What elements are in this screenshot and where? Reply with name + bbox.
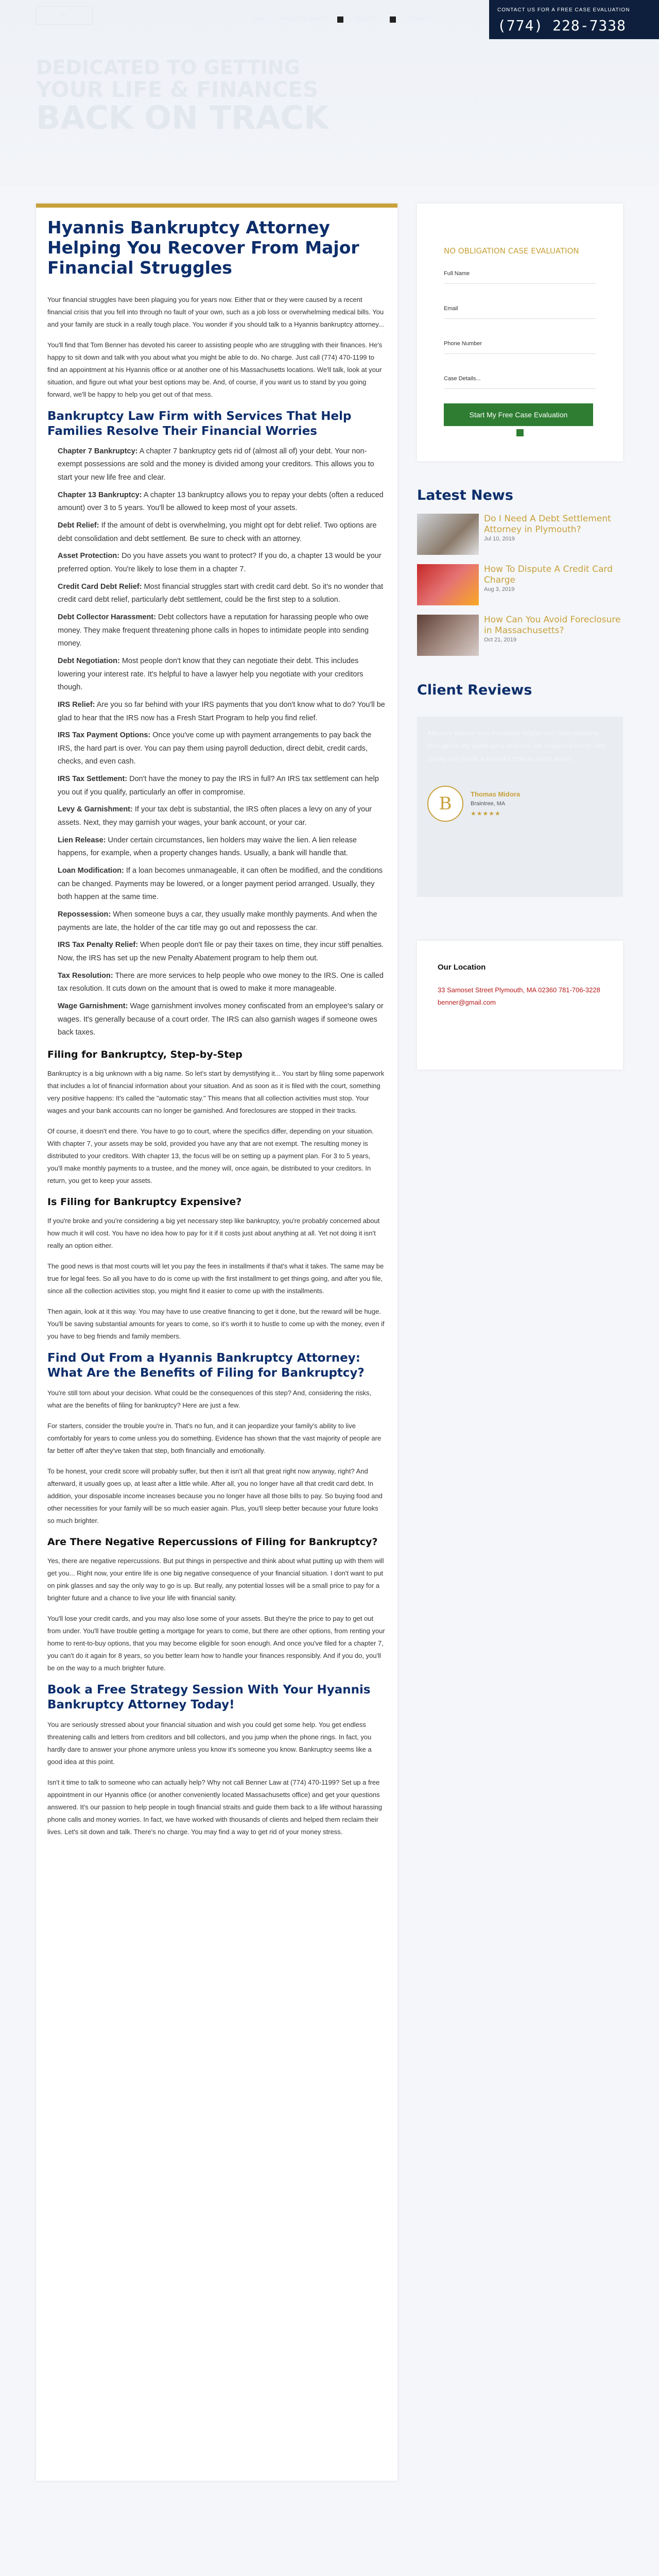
service-term: Tax Resolution: — [58, 971, 113, 980]
service-description: Are you so far behind with your IRS payments that you don't know what to do? You'll be glad to hear that the IRS now has a Fresh Start Program to help you find relief. — [58, 700, 385, 722]
reviewer — [427, 786, 613, 822]
expensive-heading: Is Filing for Bankruptcy Expensive? — [47, 1196, 242, 1208]
cta-label: CONTACT US FOR A FREE CASE EVALUATION — [497, 7, 630, 13]
service-item — [58, 655, 386, 694]
news-title[interactable]: How Can You Avoid Foreclosure in Massachusetts? — [484, 615, 621, 636]
hero-line-2: YOUR LIFE & FINANCES — [36, 76, 319, 102]
main-article — [36, 204, 397, 2481]
page-title: Hyannis Bankruptcy Attorney Helping You Recover From Major Financial Struggles — [47, 217, 359, 278]
service-item — [58, 803, 386, 829]
news-date: Oct 21, 2019 — [484, 636, 516, 643]
service-item — [58, 939, 386, 965]
service-item — [58, 729, 386, 769]
review-card — [417, 717, 623, 897]
service-term: Chapter 7 Bankruptcy: — [58, 447, 138, 455]
service-term: Debt Negotiation: — [58, 656, 120, 665]
service-description: Under certain circumstances, lien holders may waive the lien. A lien release happens, for example, when a property changes hands. Usually, a bank will handle that. — [58, 836, 357, 858]
top-bar — [0, 0, 659, 41]
service-item — [58, 550, 386, 576]
service-term: Credit Card Debt Relief: — [58, 582, 142, 591]
nav-item-results[interactable]: RESULTS — [355, 16, 378, 22]
logo[interactable]: B — [36, 6, 93, 25]
service-description: If your tax debt is substantial, the IRS often places a levy on any of your assets. Next, they may garnish your wages, your bank account, or your car. — [58, 805, 372, 827]
book-paragraph-1: You are seriously stressed about your financial situation and wish you could get some help. You get endless threatening calls and letters from creditors and bill collectors, and you jump when the phone rings. In fact, you hardly dare to answer your phone anymore unless you know it's someone you know. Bankruptcy seems like a good idea at this point. — [47, 1720, 372, 1766]
hero-line-3: BACK ON TRACK — [36, 98, 329, 137]
intro-paragraph-2: You'll find that Tom Benner has devoted his career to assisting people who are struggling with their finances. He's happy to sit down and talk with you about what you might be able to do. No charge. Just call (774) 470-1199 to find an appointment at his Hyannis office or at another one of his Massachusetts locations. We'll talk, look at your situation, and figure out what your best options may be. And, of course, if you want us to stand by you going forward, we'll be happy to help you get out of that mess. — [47, 341, 383, 399]
service-description: When people don't file or pay their taxes on time, they incur stiff penalties. Now, the IRS has set up the new Penalty Abatement program to help them out. — [58, 941, 384, 962]
service-description: When someone buys a car, they usually make monthly payments. And when the payments are late, the holder of the car title may go out and repossess the car. — [58, 910, 377, 932]
service-term: Debt Relief: — [58, 521, 99, 530]
service-description: If a loan becomes unmanageable, it can often be modified, and the conditions can be changed. Payments may be lowered, or a longer payment period arranged. Usually, they both happen at the same time. — [58, 867, 383, 902]
benefits-heading: Find Out From a Hyannis Bankruptcy Attorney: What Are the Benefits of Filing for Bankruptcy? — [47, 1351, 365, 1380]
star-rating-icon: ★★★★★ — [471, 810, 501, 818]
service-item — [58, 908, 386, 935]
service-term: Levy & Garnishment: — [58, 805, 133, 814]
service-description: Do you have assets you want to protect? If you do, a chapter 13 would be your preferred option. You're likely to lose them in a chapter 7. — [58, 552, 381, 573]
submit-button[interactable]: Start My Free Case Evaluation — [444, 403, 593, 426]
service-description: Don't have the money to pay the IRS in full? An IRS tax settlement can help you out if you qualify, particularly an offer in compromise. — [58, 775, 379, 796]
benefits-paragraph-1: You're still torn about your decision. What could be the consequences of this step? And, considering the risks, what are the benefits of filing for bankruptcy? Here are just a few. — [47, 1388, 372, 1409]
service-description: Most financial struggles start with credit card debt. So it's no wonder that credit card debt relief, particularly debt settlement, could be the first step to a solution. — [58, 582, 384, 604]
service-term: Repossession: — [58, 910, 111, 919]
expensive-paragraph-1: If you're broke and you're considering a big yet necessary step like bankruptcy, you're probably concerned about how much it will cost. You have no idea how to pay for it if it costs just about anything at all. Yet not doing it isn't really an option either. — [47, 1216, 380, 1249]
service-item — [58, 581, 386, 607]
content-wrap — [0, 185, 659, 2545]
steps-heading: Filing for Bankruptcy, Step-by-Step — [47, 1048, 242, 1060]
location-address-link[interactable]: 33 Samoset Street Plymouth, MA 02360 781-706-3228 benner@gmail.com — [438, 986, 600, 1006]
service-term: Lien Release: — [58, 836, 106, 844]
service-term: Debt Collector Harassment: — [58, 613, 156, 621]
phone-number[interactable]: (774) 228-7338 — [497, 17, 627, 34]
negative-paragraph-1: Yes, there are negative repercussions. But put things in perspective and think about what putting up with them will get you... Right now, your entire life is one big negative consequence of your financial situation. I don't want to put on pink glasses and say the only way to go is up. But really, any potential losses will be a small price to pay for a brighter future and a chance to live your life with financial sanity. — [47, 1557, 384, 1602]
steps-paragraph-1: Bankruptcy is a big unknown with a big name. So let's start by demystifying it... You start by filing some paperwork that includes a lot of financial information about your situation. And as soon as it is filed with the court, something very positive happens: It's called the "automatic stay." This means that all collection activities must stop. Your wages and your bank accounts can no longer be garnished. And foreclosures are stopped in their tracks. — [47, 1069, 385, 1114]
recaptcha-icon[interactable] — [516, 429, 524, 436]
service-term: IRS Tax Settlement: — [58, 775, 128, 784]
expensive-paragraph-2: The good news is that most courts will let you pay the fees in installments if that's what it takes. The same may be true for legal fees. So all you have to do is come up with the first installment to get things going, and after you file, since all the collection activities stop, you might find it easier to come up with the installments. — [47, 1262, 384, 1295]
form-heading: NO OBLIGATION CASE EVALUATION — [444, 246, 579, 256]
service-description: A chapter 7 bankruptcy gets rid of (almost all of) your debt. Your non-exempt possessions are sold and the money is divided among your creditors. This allows you to start your new life free and clear. — [58, 447, 374, 482]
service-term: IRS Tax Penalty Relief: — [58, 941, 138, 950]
main-nav — [252, 15, 431, 24]
news-heading: Latest News — [417, 487, 513, 503]
service-description: There are more services to help people who owe money to the IRS. One is called tax resolution. It cuts down on the amount that is owed to make it more manageable. — [58, 971, 384, 993]
phone-field[interactable]: Phone Number — [444, 336, 596, 354]
service-description: If the amount of debt is overwhelming, you might opt for debt relief. Two options are debt consolidation and debt settlement. Be sure to check with an attorney. — [58, 521, 377, 543]
hero — [0, 0, 659, 185]
reviewer-location: Braintree, MA — [471, 801, 506, 807]
service-description: Once you've come up with payment arrangements to pay back the IRS, the hard part is over. You can pay them using payroll deduction, direct debit, credit cards, checks, and even cash. — [58, 731, 372, 766]
news-date: Jul 10, 2019 — [484, 535, 515, 542]
news-thumbnail[interactable] — [417, 615, 479, 656]
benefits-paragraph-2: For starters, consider the trouble you're in. That's no fun, and it can jeopardize your family's ability to live comfortably for years to come unless you do something. Evidence has shown that the vast majority of people are far better off after they've taken that step, both financially and emotionally. — [47, 1421, 381, 1454]
nav-item-about[interactable]: ABOUT — [252, 16, 270, 22]
full-name-field[interactable]: Full Name — [444, 266, 596, 284]
offices-section — [0, 2545, 659, 2576]
reviews-heading: Client Reviews — [417, 682, 532, 699]
steps-paragraph-2: Of course, it doesn't end there. You have to go to court, where the specifics differ, depending on your situation. With chapter 7, your assets may be sold, provided you have any that are not exempt. The resulting money is distributed to your creditors. With chapter 13, the focus will be on setting up a payment plan. For 3 to 5 years, you'll make monthly payments to a trustee, and the money will, once again, be distributed to your creditors. In return, you get to keep your assets. — [47, 1127, 374, 1185]
reviewer-name: Thomas Midora — [471, 790, 521, 798]
news-thumbnail[interactable] — [417, 514, 479, 555]
service-item — [58, 773, 386, 799]
news-thumbnail[interactable] — [417, 564, 479, 605]
nav-item-contact[interactable]: CONTACT — [407, 16, 432, 22]
service-item — [58, 611, 386, 651]
news-date: Aug 3, 2019 — [484, 586, 515, 592]
service-description: Wage garnishment involves money confiscated from an employee's salary or wages. It's generally because of a court order. The IRS can also garnish wages if someone owes back taxes. — [58, 1002, 384, 1037]
avatar: B — [427, 786, 463, 822]
book-paragraph-2: Isn't it time to talk to someone who can actually help? Why not call Benner Law at (774) 470-1199? Set up a free appointment in our Hyannis office (or another conveniently located Massachusetts office) and get your questions answered. It's our passion to help people in tough financial straits and guide them back to a life without harassing phone calls and money worries. In fact, we have worked with thousands of clients and helped them reclaim their lives. Let's sit down and talk. There's no charge. You may find a way to get rid of your money stress. — [47, 1778, 382, 1836]
news-title[interactable]: Do I Need A Debt Settlement Attorney in Plymouth? — [484, 514, 611, 535]
case-details-field[interactable]: Case Details... — [444, 371, 596, 389]
service-item — [58, 489, 386, 515]
service-term: Loan Modification: — [58, 867, 124, 875]
expensive-paragraph-3: Then again, look at it this way. You may have to use creative financing to get it done, but the reward will be huge. You'll be saving substantial amounts for years to come, so it's worth it to hustle to come up with the money, even if you have to beg friends and family members. — [47, 1308, 385, 1341]
negative-heading: Are There Negative Repercussions of Filing for Bankruptcy? — [47, 1536, 378, 1548]
service-term: Chapter 13 Bankruptcy: — [58, 490, 142, 499]
negative-paragraph-2: You'll lose your credit cards, and you may also lose some of your assets. But they're the price to pay to get out from under. You'll have trouble getting a mortgage for years to come, but there are other options, from renting your home to rent-to-buy options, that you may become eligible for soon enough. And once you've filed for a chapter 7, you can't do it again for 8 years, so you better learn how to handle your finances responsibly. And if you do, you'll be on the way to a much brighter future. — [47, 1615, 385, 1672]
news-title[interactable]: How To Dispute A Credit Card Charge — [484, 564, 613, 585]
intro-paragraph-1: Your financial struggles have been plaguing you for years now. Either that or they were caused by a recent financial crisis that you fell into through no fault of your own, such as a job loss or overwhelming medical bills. You and your family are stuck in a really tough place. You wonder if you should talk to a Hyannis bankruptcy attorney... — [47, 295, 384, 328]
sidebar — [417, 204, 623, 1070]
news-item[interactable] — [417, 564, 623, 605]
hero-line-1: DEDICATED TO GETTING — [36, 56, 300, 79]
service-item — [58, 699, 386, 725]
benefits-paragraph-3: To be honest, your credit score will probably suffer, but then it isn't all that great right now anyway, right? And afterward, it usually goes up, at least after a little while. After all, you no longer have all that credit card debt. In addition, your disposable income increases because you no longer have all those bills to pay. So buying food and other necessities for your family will be so much easier again. Plus, you'll sleep better because your future looks so much brighter. — [47, 1467, 383, 1525]
service-term: IRS Relief: — [58, 700, 95, 709]
email-field[interactable]: Email — [444, 301, 596, 319]
news-item[interactable] — [417, 615, 623, 656]
location-card — [417, 941, 623, 1070]
service-description: Most people don't know that they can negotiate their debt. This includes lowering your interest rate. It's helpful to have a lawyer help you negotiate with your creditors though. — [58, 656, 363, 692]
service-term: IRS Tax Payment Options: — [58, 731, 151, 740]
review-text: Attorney Benner was incredibly helpful and understanding throughout my bankruptcy process. He explained every step clearly and made a stressful time so much easier. — [427, 729, 606, 762]
service-term: Wage Garnishment: — [58, 1002, 128, 1010]
services-list — [47, 445, 386, 1040]
location-heading: Our Location — [438, 963, 486, 972]
service-item — [58, 519, 386, 546]
service-item — [58, 445, 386, 485]
service-item — [58, 970, 386, 996]
service-description: Debt collectors have a reputation for harassing people who owe money. They make frequent threatening phone calls in hopes to intimidate people into sending money. — [58, 613, 369, 648]
service-item — [58, 834, 386, 860]
hero-heading — [36, 56, 329, 137]
chevron-down-icon[interactable] — [390, 16, 396, 23]
service-description: A chapter 13 bankruptcy allows you to repay your debts (often a reduced amount) over 3 to 5 years. You'll be allowed to keep most of your assets. — [58, 490, 384, 513]
chevron-down-icon[interactable] — [337, 16, 343, 23]
news-item[interactable] — [417, 514, 623, 555]
phone-cta[interactable] — [489, 0, 659, 39]
nav-item-practice-areas[interactable]: PRACTICE AREAS — [281, 16, 326, 22]
service-item — [58, 1000, 386, 1040]
services-heading: Bankruptcy Law Firm with Services That Help Families Resolve Their Financial Worries — [47, 410, 352, 438]
service-item — [58, 865, 386, 904]
case-evaluation-form — [417, 204, 623, 461]
book-heading: Book a Free Strategy Session With Your Hyannis Bankruptcy Attorney Today! — [47, 1683, 371, 1712]
service-term: Asset Protection: — [58, 552, 120, 561]
